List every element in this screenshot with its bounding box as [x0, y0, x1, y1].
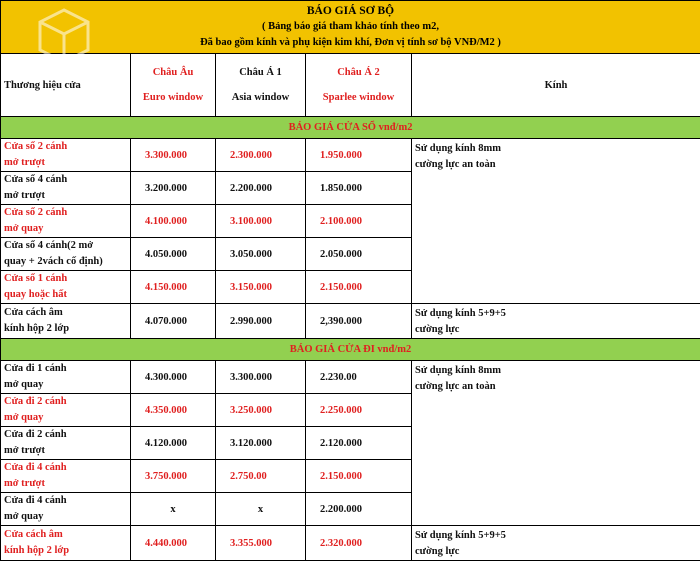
- door-price-asia1: 2.750.00: [216, 460, 306, 493]
- window-price-euro: 4.070.000: [131, 304, 216, 339]
- header-glass: Kính: [412, 54, 700, 117]
- window-label-line1: Cửa sổ 2 cánh: [4, 141, 67, 152]
- door-label: [1, 394, 131, 427]
- section-windows-title: BÁO GIÁ CỬA SỔ vnđ/m2: [1, 117, 700, 139]
- door-label-line2: mở trượt: [4, 478, 45, 489]
- window-label-line1: Cửa sổ 1 cánh: [4, 273, 67, 284]
- window-price-asia1: 3.050.000: [216, 238, 306, 271]
- window-label: [1, 304, 131, 339]
- door-price-euro: 3.750.000: [131, 460, 216, 493]
- door-price-asia1: 3.300.000: [216, 361, 306, 394]
- window-label-line2: mở trượt: [4, 157, 45, 168]
- sheet-subtitle-2: Đã bao gồm kính và phụ kiện kim khí, Đơn vị tính sơ bộ VNĐ/M2 ): [5, 35, 696, 51]
- window-glass-line2: cường lực an toàn: [415, 159, 496, 170]
- door-label-line1: Cửa đi 2 cánh: [4, 429, 67, 440]
- header-euro-label: Châu Âu: [153, 67, 194, 78]
- section-doors-title: BÁO GIÁ CỬA ĐI vnđ/m2: [1, 339, 700, 361]
- window-label-line2: quay hoặc hất: [4, 289, 67, 300]
- door-price-asia1: 3.355.000: [216, 526, 306, 561]
- door-price-asia1: x: [216, 493, 306, 526]
- window-glass2-line1: Sử dụng kính 5+9+5: [415, 308, 506, 319]
- door-price-asia2: 2.250.000: [306, 394, 412, 427]
- header-asia1-sub: Asia window: [219, 92, 302, 103]
- window-price-euro: 4.100.000: [131, 205, 216, 238]
- window-price-asia2: 2,390.000: [306, 304, 412, 339]
- door-label-line2: mở quay: [4, 412, 43, 423]
- door-label-line1: Cửa đi 1 cánh: [4, 363, 67, 374]
- window-label-line1: Cửa cách âm: [4, 307, 63, 318]
- window-label-line1: Cửa sổ 4 cánh(2 mở: [4, 240, 93, 251]
- window-price-asia1: 2.200.000: [216, 172, 306, 205]
- door-row-0: [1, 361, 700, 394]
- door-label-line2: mở quay: [4, 379, 43, 390]
- header-row: [1, 54, 700, 117]
- header-euro-sub: Euro window: [134, 92, 212, 103]
- section-doors-row: [1, 339, 700, 361]
- section-windows-row: [1, 117, 700, 139]
- window-glass2-line2: cường lực: [415, 324, 459, 335]
- window-glass-line1: Sử dụng kính 8mm: [415, 143, 501, 154]
- window-price-euro: 4.050.000: [131, 238, 216, 271]
- sheet-title: BÁO GIÁ SƠ BỘ: [5, 3, 696, 19]
- window-price-euro: 3.300.000: [131, 139, 216, 172]
- window-price-asia2: 2.100.000: [306, 205, 412, 238]
- door-price-euro: x: [131, 493, 216, 526]
- window-label-line2: mở quay: [4, 223, 43, 234]
- header-euro: [131, 54, 216, 117]
- door-price-asia2: 2.230.00: [306, 361, 412, 394]
- door-label-line1: Cửa cách âm: [4, 529, 63, 540]
- sheet-subtitle-1: ( Bảng báo giá tham khảo tính theo m2,: [5, 19, 696, 35]
- window-glass-note: [412, 139, 700, 304]
- window-label: [1, 205, 131, 238]
- door-row-5: [1, 526, 700, 561]
- title-row: [1, 1, 700, 54]
- door-label: [1, 493, 131, 526]
- door-label: [1, 361, 131, 394]
- window-label-line2: mở trượt: [4, 190, 45, 201]
- window-price-asia1: 3.100.000: [216, 205, 306, 238]
- window-price-asia1: 2.990.000: [216, 304, 306, 339]
- window-label-line1: Cửa sổ 4 cánh: [4, 174, 67, 185]
- door-price-euro: 4.300.000: [131, 361, 216, 394]
- window-price-asia2: 2.050.000: [306, 238, 412, 271]
- header-asia2-label: Châu Á 2: [337, 67, 380, 78]
- door-price-euro: 4.440.000: [131, 526, 216, 561]
- door-label: [1, 526, 131, 561]
- window-glass-note-2: [412, 304, 700, 339]
- door-price-asia1: 3.120.000: [216, 427, 306, 460]
- door-glass-note: [412, 361, 700, 526]
- window-label-line2: quay + 2vách cố định): [4, 256, 103, 267]
- door-glass-note-2: [412, 526, 700, 561]
- door-price-asia2: 2.120.000: [306, 427, 412, 460]
- window-price-euro: 3.200.000: [131, 172, 216, 205]
- header-asia2-sub: Sparlee window: [309, 92, 408, 103]
- door-price-euro: 4.120.000: [131, 427, 216, 460]
- window-price-euro: 4.150.000: [131, 271, 216, 304]
- door-price-euro: 4.350.000: [131, 394, 216, 427]
- door-label-line2: mở trượt: [4, 445, 45, 456]
- window-price-asia1: 3.150.000: [216, 271, 306, 304]
- window-label: [1, 271, 131, 304]
- door-price-asia2: 2.200.000: [306, 493, 412, 526]
- window-row-0: [1, 139, 700, 172]
- door-label-line1: Cửa đi 4 cánh: [4, 495, 67, 506]
- door-label-line2: kính hộp 2 lớp: [4, 545, 69, 556]
- door-label: [1, 460, 131, 493]
- window-label: [1, 139, 131, 172]
- header-asia1-label: Châu Á 1: [239, 67, 282, 78]
- window-label: [1, 238, 131, 271]
- header-asia1: [216, 54, 306, 117]
- door-price-asia1: 3.250.000: [216, 394, 306, 427]
- window-price-asia2: 1.850.000: [306, 172, 412, 205]
- window-price-asia2: 2.150.000: [306, 271, 412, 304]
- door-price-asia2: 2.320.000: [306, 526, 412, 561]
- window-label: [1, 172, 131, 205]
- door-glass2-line1: Sử dụng kính 5+9+5: [415, 530, 506, 541]
- door-label-line1: Cửa đi 2 cánh: [4, 396, 67, 407]
- door-label: [1, 427, 131, 460]
- header-asia2: [306, 54, 412, 117]
- window-label-line1: Cửa sổ 2 cánh: [4, 207, 67, 218]
- window-row-5: [1, 304, 700, 339]
- door-glass-line1: Sử dụng kính 8mm: [415, 365, 501, 376]
- door-label-line2: mở quay: [4, 511, 43, 522]
- window-label-line2: kính hộp 2 lớp: [4, 323, 69, 334]
- door-label-line1: Cửa đi 4 cánh: [4, 462, 67, 473]
- window-price-asia1: 2.300.000: [216, 139, 306, 172]
- door-glass2-line2: cường lực: [415, 546, 459, 557]
- door-price-asia2: 2.150.000: [306, 460, 412, 493]
- window-price-asia2: 1.950.000: [306, 139, 412, 172]
- door-glass-line2: cường lực an toàn: [415, 381, 496, 392]
- header-brand: Thương hiệu cửa: [1, 54, 131, 117]
